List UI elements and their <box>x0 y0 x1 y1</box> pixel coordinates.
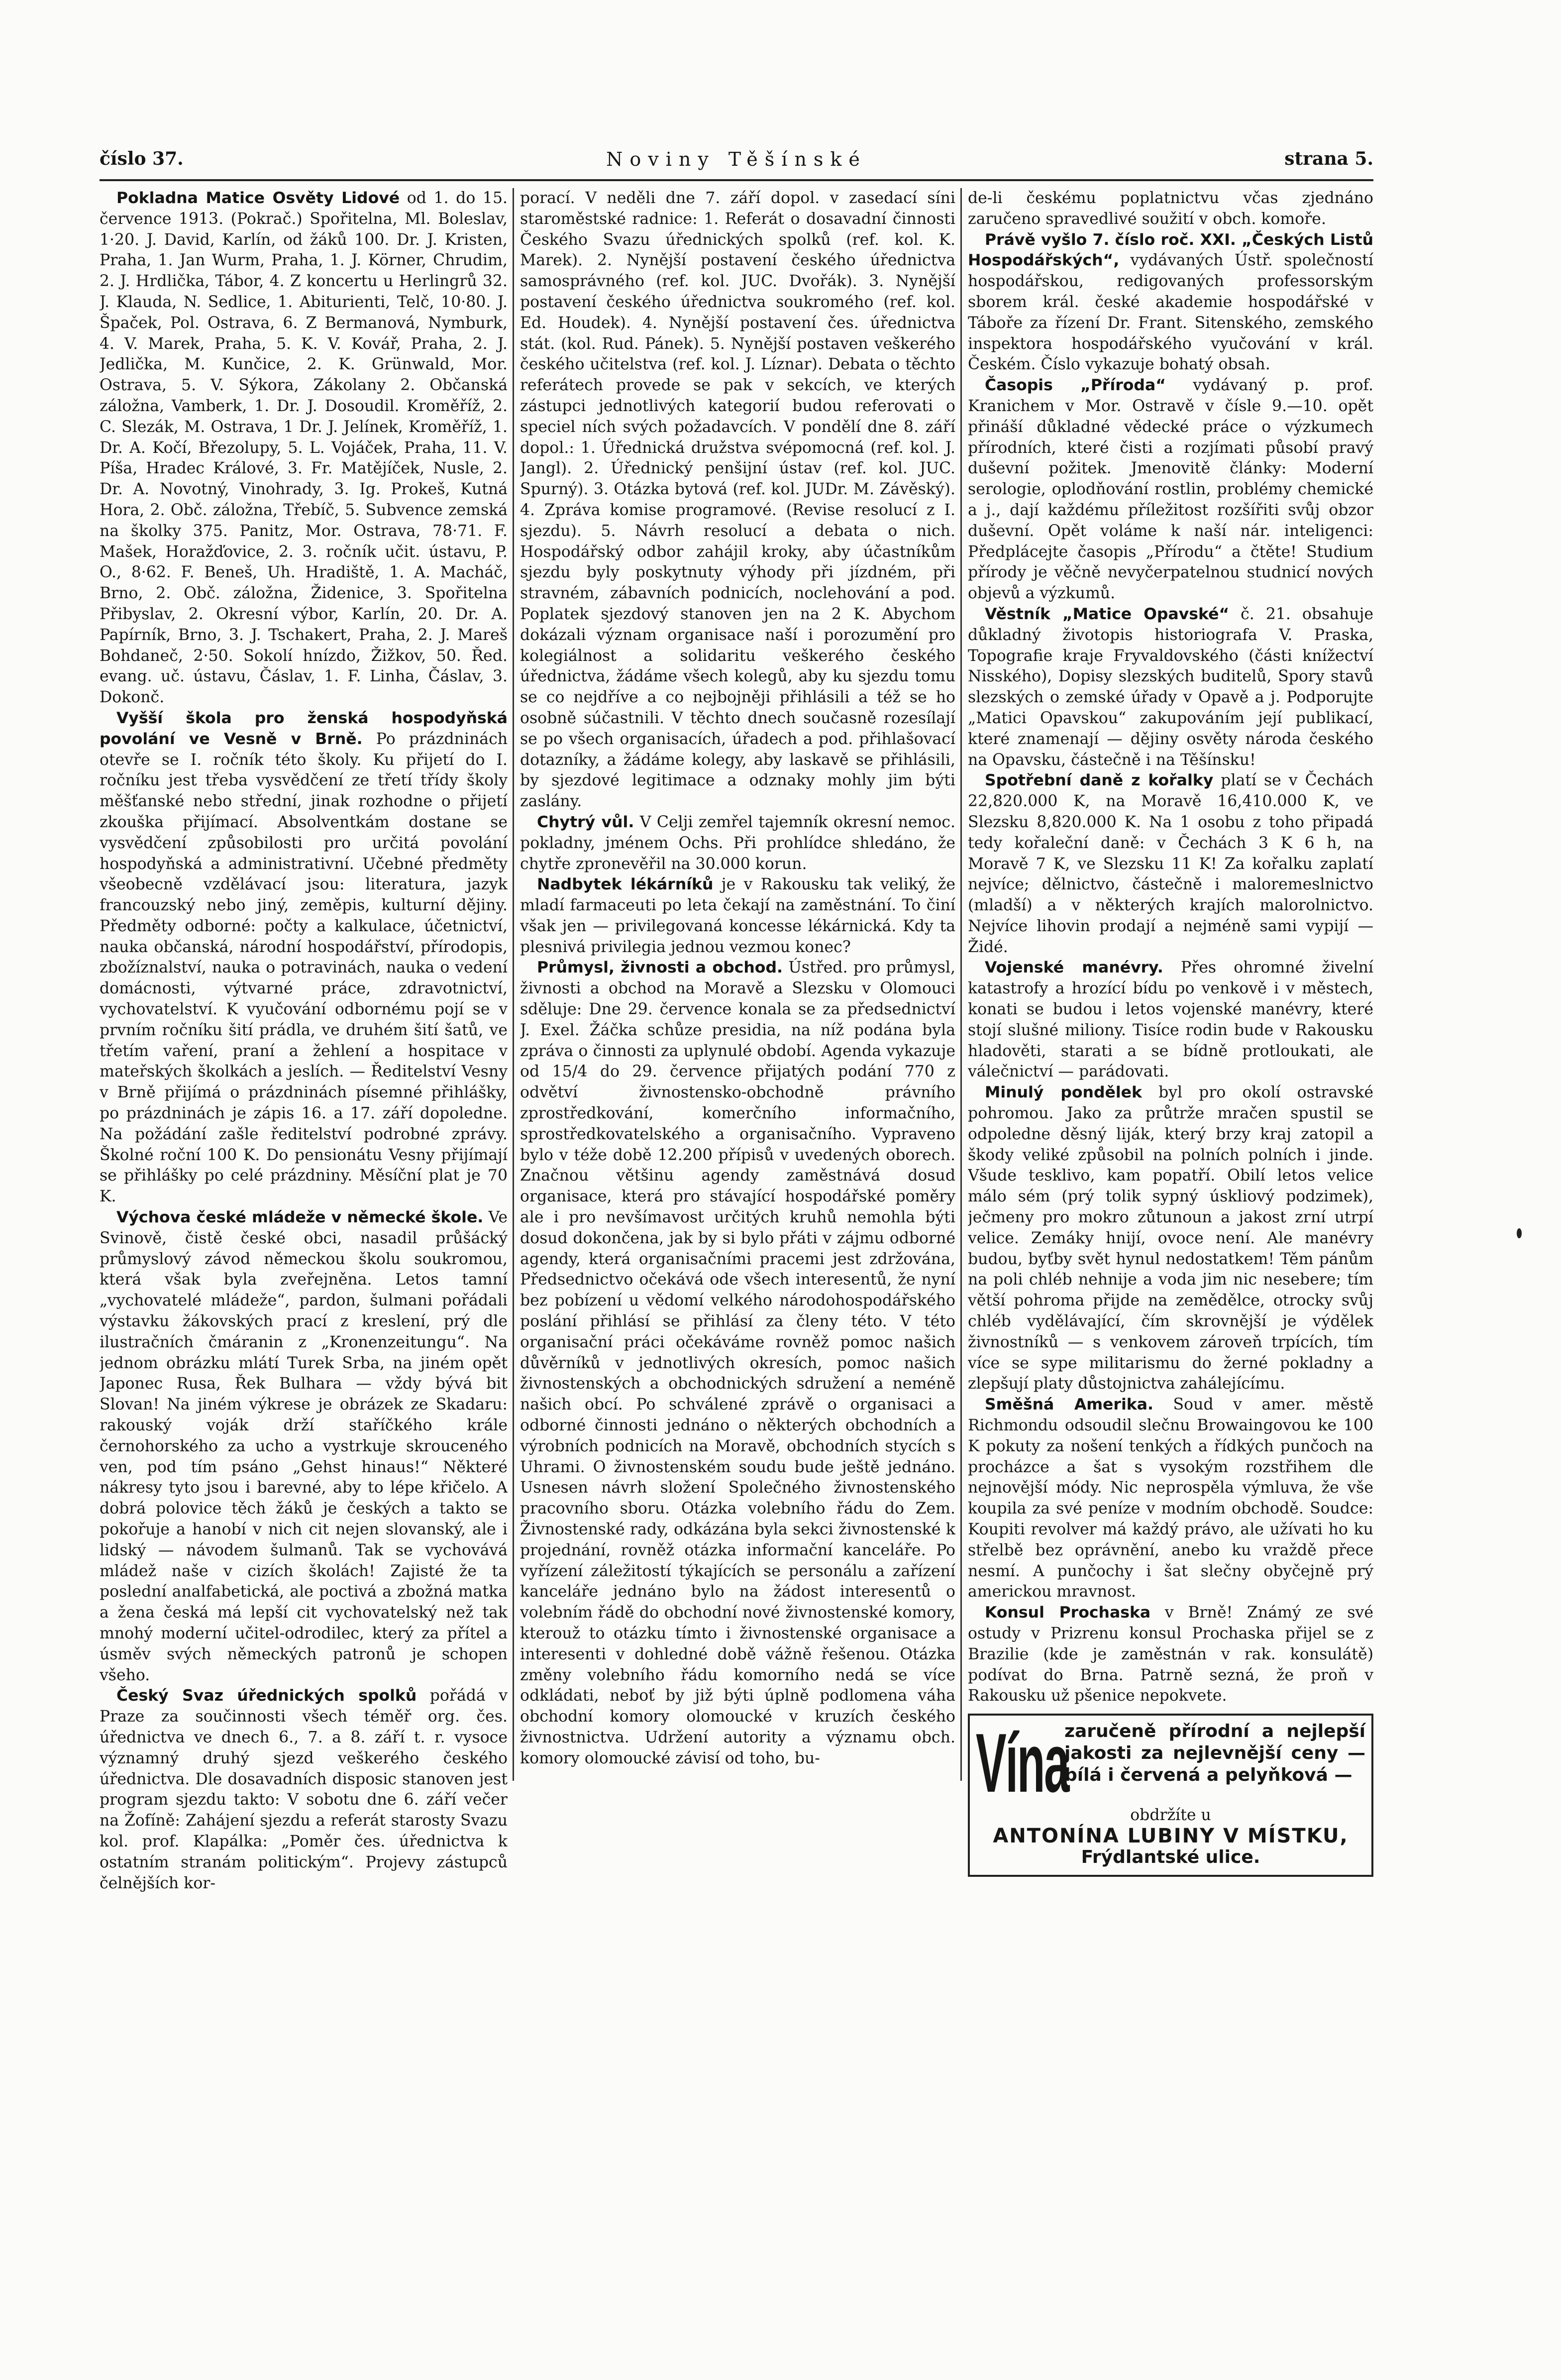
page-number: strana 5. <box>1284 148 1373 169</box>
article-paragraph <box>968 1082 1373 1395</box>
article-paragraph <box>100 188 508 708</box>
article-paragraph <box>520 874 955 958</box>
article-paragraph <box>520 188 955 812</box>
article-paragraph <box>968 1603 1373 1707</box>
article-lead: Právě vyšlo 7. číslo roč. XXI. „Českých Listů Hospodářských“, <box>968 230 1373 270</box>
article-paragraph <box>968 770 1373 958</box>
article-paragraph <box>968 188 1373 230</box>
article-lead: Výchova české mládeže v německé škole. <box>116 1208 484 1227</box>
article-lead: Chytrý vůl. <box>537 813 634 831</box>
article-text: platí se v Čechách 22,820.000 K, na Moravě 16,410.000 K, ve Slezsku 8,820.000 K. Na 1 osobu z toho připadá tedy kořaleční daně: v Čechách 3 K 6 h, na Moravě 7 K, ve Slezsku 11 K! Za kořalku zaplatí nejvíce; dělnictvo, částečně i maloremeslnictvo (mladší) a v některých krajích malorolnictvo. Nejvíce lihovin prodají a nejméně sami vypijí — Židé. <box>968 771 1373 956</box>
header-rule <box>100 179 1373 181</box>
article-text: Ústřed. pro průmysl, živnosti a obchod na Moravě a Slezsku v Olomouci sděluje: Dne 29. července konala se za předsednictví J. Exel. Žáčka schůze presidia, na níž podána byla zpráva o činnosti za uplynulé období. Agenda vykazuje od 15/4 do 29. července přijatých podání 770 z odvětví živnostensko-obchodně právního zprostředkování, komerčního informačního, sprostředkovatelského a organisačního. Vypraveno bylo v téže době 12.200 přípisů v uvedených oborech. Značnou většinu agendy zaměstnává dosud organisace, která pro stávající hospodářské poměry ale i pro nevšímavost určitých kruhů nemohla býti dosud dokončena, jak by si bylo přáti v zájmu odborné agendy, která organisačními pracemi jest zdržována, Předsednictvo očekává ode všech interesentů, že nyní bez pobízení u vědomí velkého národohospodářského poslání přihlásí se přihlásí za členy této. V této organisační práci očekáváme rovněž pomoc našich důvěrníků v jednotlivých okresích, pomoc našich živnostenských a obchodnických sdružení a neméně našich obcí. Po schválené zprávě o organisaci a odborné činnosti jednáno o některých obchodních a výrobních podnicích na Moravě, obchodních stycích s Uhrami. O živnostenském soudu bude ještě jednáno. Usnesen návrh složení Společného živnostenského pracovního sboru. Otázka volebního řádu do Zem. Živnostenské rady, odkázána byla sekci živnostenské k projednání, rovněž otázka informační kanceláře. Po vyřízení záležitostí týkajících se personálu a zařízení kanceláře jednáno bylo na žádost interesentů o volebním řádě do obchodní nové živnostenské komory, kterouž to otázku tímto i živnostenské organisace a interesenti v dohledné době vážně řešenou. Otázka změny volebního řádu komorního nedá se více odkládati, neboť by již býti úplně podlomena váha obchodní komory olomoucké v kruzích českého živnostnictva. Udržení autority a významu obch. komory olomoucké závisí od toho, bu- <box>520 959 955 1767</box>
article-lead: Směšná Amerika. <box>985 1396 1153 1414</box>
article-lead: Český Svaz úřednických spolků <box>116 1687 417 1705</box>
column-3-articles <box>968 188 1373 1707</box>
article-paragraph <box>968 604 1373 770</box>
article-paragraph <box>520 812 955 874</box>
column-3 <box>968 188 1373 2119</box>
article-lead: Spotřební daně z kořalky <box>985 771 1214 790</box>
column-1 <box>100 188 508 2119</box>
article-paragraph <box>968 375 1373 604</box>
article-lead: Konsul Prochaska <box>985 1604 1151 1622</box>
ad-obtain-text: obdržíte u <box>1130 1806 1211 1825</box>
article-paragraph <box>968 230 1373 376</box>
article-text: v Brně! Známý ze své ostudy v Prizrenu konsul Prochaska přijel se z Brazilie (kde je zaměstnán v rak. konsulátě) podívat do Brna. Patrně sezná, že proň v Rakousku už pšenice nepokvete. <box>968 1604 1373 1705</box>
newspaper-title: Noviny Těšínské <box>606 148 867 170</box>
article-lead: Minulý pondělek <box>985 1083 1142 1102</box>
ad-offer-text: zaručeně přírodní a nejlepší jakosti za nejlevnější ceny — bílá i červená a pelyňková — <box>1064 1721 1365 1786</box>
article-paragraph <box>100 708 508 1207</box>
ink-speck <box>1517 1228 1522 1238</box>
article-text: V Celji zemřel tajemník okresní nemoc. pokladny, jménem Ochs. Při prohlídce shledáno, že chytře zpronevěřil na 30.000 korun. <box>520 813 955 873</box>
article-text: vydávaný p. prof. Kranichem v Mor. Ostravě v čísle 9.—10. opět přináší důkladné vědecké práce o výzkumech přírodních, které čisti a rozjímati působí pravý duševní požitek. Jmenovitě články: Moderní serologie, oplodňování rostlin, problémy chemické a j., dají každému příležitost rozšířiti svůj obzor duševní. Opět voláme k naší nár. inteligenci: Předplácejte časopis „Přírodu“ a čtěte! Studium přírody je věčně nevyčerpatelnou studnicí nových objevů a výzkumů. <box>968 376 1373 603</box>
ad-street: Frýdlantské ulice. <box>1081 1846 1260 1867</box>
column-divider-1 <box>513 188 514 1781</box>
article-lead: Nadbytek lékárníků <box>537 875 714 894</box>
article-text: je v Rakousku tak veliký, že mladí farmaceuti po leta čekají na zaměstnání. To činí však jen — privilegovaná koncesse lékárnická. Kdy ta plesnivá privilegia jednou vezmou konec? <box>520 875 955 956</box>
article-lead: Průmysl, živnosti a obchod. <box>537 959 783 977</box>
article-text: porací. V neděli dne 7. září dopol. v zasedací síni staroměstské radnice: 1. Referát o dosavadní činnosti Českého Svazu úřednických spolků (ref. kol. K. Marek). 2. Nynější postavení českého úřednictva samosprávného (ref. kol. JUC. Dvořák). 3. Nynější postavení českého úřednictva soukromého (ref. kol. Ed. Houdek). 4. Nynější postavení čes. úřednictva stát. (kol. Rud. Pánek). 5. Nynější postaven veškerého českého učitelstva (ref. kol. J. Líznar). Debata o těchto referátech provede se pak v sekcích, ve kterých zástupci jednotlivých kategorií budou referovati o speciel ních svých požadavcích. V pondělí dne 8. září dopol.: 1. Úřednická družstva svépomocná (ref. kol. J. Jangl). 2. Úřednický penšijní ústav (ref. kol. JUC. Spurný). 3. Otázka bytová (ref. kol. JUDr. M. Závěský). 4. Zpráva komise programové. (Revise resolucí z I. sjezdu). 5. Návrh resolucí a debata o nich. Hospodářský odbor zahájil kroky, aby účastníkům sjezdu byly poskytnuty výhody při jízdném, při stravném, zábavních podnicích, noclehování a pod. Poplatek sjezdový stanoven jen na 2 K. Abychom dokázali význam organisace naší i porozumění pro kolegiálnost a solidaritu veškerého českého úřednictva, žádáme všech kolegů, aby ku sjezdu tomu se co nejdříve a co nejbojněji přihlásili a též se ho osobně súčastnili. V těchto dnech současně rozesílají se po všech organisacích, úřadech a pod. přihlašovací dotazníky, a žádáme kolegy, aby laskavě se přihlásili, by sjezdové legitimace a odznaky mohly jim býti zaslány. <box>520 189 955 811</box>
article-text: od 1. do 15. července 1913. (Pokrač.) Spořitelna, Ml. Boleslav, 1·20. J. David, Karlín, od žáků 100. Dr. J. Kristen, Praha, 1. Jan Wurm, Praha, 1. J. Körner, Chrudim, 2. J. Hrdlička, Tábor, 4. Z koncertu u Herlingrů 32. J. Klauda, N. Sedlice, 1. Abiturienti, Telč, 10·80. J. Špaček, Pol. Ostrava, 6. Z Bermanová, Nymburk, 4. V. Marek, Praha, 5. K. V. Kovář, Praha, 2. J. Jedlička, M. Kunčice, 2. K. Grünwald, Mor. Ostrava, 5. V. Sýkora, Zákolany 2. Občanská záložna, Vamberk, 1. Dr. J. Dosoudil. Kroměříž, 2. C. Slezák, M. Ostrava, 1 Dr. J. Jelínek, Kroměříž, 1. Dr. A. Kočí, Březolupy, 5. L. Vojáček, Praha, 11. V. Píša, Hradec Králové, 3. Fr. Matějíček, Nusle, 2. Dr. A. Novotný, Vinohrady, 3. Ig. Prokeš, Kutná Hora, 2. Obč. záložna, Třebíč, 5. Subvence zemská na školky 375. Panitz, Mor. Ostrava, 78·71. F. Mašek, Horažďovice, 2. 3. ročník učit. ústavu, P. O., 8·62. F. Beneš, Uh. Hradiště, 1. A. Macháč, Brno, 2. Obč. záložna, Židenice, 3. Spořitelna Přibyslav, 2. Okresní výbor, Karlín, 20. Dr. A. Papírník, Brno, 3. J. Tschakert, Praha, 2. J. Mareš Bohdaneč, 2·50. Sokolí hnízdo, Žižkov, 50. Řed. evang. uč. ústavu, Čáslav, 1. F. Linha, Čáslav, 3. Dokonč. <box>100 189 508 707</box>
article-paragraph <box>100 1207 508 1686</box>
issue-number: číslo 37. <box>100 148 184 169</box>
article-lead: Časopis „Příroda“ <box>985 376 1166 395</box>
article-paragraph <box>968 1395 1373 1603</box>
article-lead: Pokladna Matice Osvěty Lidové <box>116 189 400 207</box>
article-lead: Vyšší škola pro ženská hospodyňská povolání ve Vesně v Brně. <box>100 709 508 748</box>
article-paragraph <box>520 958 955 1769</box>
article-text: Po prázdninách otevře se I. ročník této školy. Ku přijetí do I. ročníku jest třeba vysvědčení ze třetí třídy školy měšťanské nebo střední, jinak rozhodne o přijetí zkouška přijímací. Absolventkám dostane se vysvědčení způsobilosti pro určitá povolání hospodyňská a administrativní. Učebné předměty všeobecně vzdělávací jsou: literatura, jazyk francouzský nebo jiný, zeměpis, kulturní dějiny. Předměty odborné: počty a kalkulace, účetnictví, nauka občanská, národní hospodářství, přírodopis, zbožíznalství, nauka o potravinách, nauka o vedení domácnosti, výtvarné práce, zdravotnictví, vychovatelství. K vyučování odbornému pojí se v prvním ročníku šití prádla, ve druhém šití šatů, ve třetím vaření, praní a žehlení a hospitace v mateřských školkách a jeslích. — Ředitelství Vesny v Brně přijímá o prázdninách písemné přihlášky, po prázdninách je zápis 16. a 17. září dopoledne. Na požádání zašle ředitelství podrobné zprávy. Školné roční 100 K. Do pensionátu Vesny přijímají se přihlášky po celé prázdniny. Měsíční plat je 70 K. <box>100 730 508 1206</box>
article-text: pořádá v Praze za součinnosti všech téměř org. čes. úřednictva ve dnech 6., 7. a 8. září t. r. vysoce významný druhý sjezd veškerého českého úřednictva. Dle dosavadních disposic stanoven jest program sjezdu takto: V sobotu dne 6. září večer na Žofíně: Zahájení sjezdu a referát starosty Svazu kol. prof. Klapálka: „Poměr čes. úřednictva k ostatním stranám politickým“. Projevy zástupců čelnějších kor- <box>100 1687 508 1892</box>
article-text: byl pro okolí ostravské pohromou. Jako za průtrže mračen spustil se odpoledne děsný liják, který brzy kraj zatopil a škody veliké způsobil na polních polních i jinde. Všude tesklivo, kam popatří. Obilí letos velice málo sém (prý tolik sypný úskliový podzimek), ječmeny pro mokro zůtunoun a jakost zrní utrpí velice. Zemáky hnijí, ovoce není. Ale manévry budou, byťby svět hynul nedostatkem! Těm pánům na poli chléb nehnije a voda jim nic nesebere; tím větší pohroma přijde na zemědělce, otrocky svůj chléb vydělávající, čím skrovnější je výdělek živnostníků — s venkovem zároveň trpících, tím více se sype militarismu do žerné pokladny a zlepšují platy důstojnictva zahálejícímu. <box>968 1083 1373 1393</box>
column-2 <box>520 188 955 2119</box>
article-text: vydávaných Ústř. společností hospodářskou, redigovaných professorským sborem král. české akademie hospodářské v Táboře za řízení Dr. Frant. Sitenského, zemského inspektora hospodářského vyučování v král. Českém. Číslo vykazuje bohatý obsah. <box>968 251 1373 374</box>
column-divider-2 <box>960 188 962 1781</box>
page-header <box>100 148 1373 173</box>
ad-headline: Vína <box>976 1716 1069 1810</box>
article-text: Přes ohromné živelní katastrofy a hrozící bídu po venkově i v městech, konati se budou i letos vojenské manévry, které stojí slušné miliony. Tisíce rodin bude v Rakousku hladověti, starati a se bídně protloukati, ale válečnictví — parádovati. <box>968 959 1373 1081</box>
ad-shop-name: ANTONÍNA LUBINY V MÍSTKU, <box>993 1824 1349 1847</box>
wine-advertisement <box>968 1714 1373 1876</box>
article-paragraph <box>100 1686 508 1894</box>
article-lead: Věstník „Matice Opavské“ <box>985 605 1230 623</box>
article-text: č. 21. obsahuje důkladný životopis historiografa V. Praska, Topografie kraje Fryvaldovského (části knížectví Nisského), Dopisy slezských buditelů, Spory stavů slezských o zemské úřady v Opavě a j. Podporujte „Matici Opavskou“ zakupováním její publikací, které znamenají — dějiny osvěty národa českého na Opavsku, částečně i na Těšínsku! <box>968 605 1373 769</box>
article-text: Soud v amer. městě Richmondu odsoudil slečnu Browaingovou ke 100 K pokuty za nošení tenkých a řídkých punčoch na procházce a šat s vysokým rozstřihem dle nejnovější módy. Nic neprospěla výmluva, že vše koupila za své peníze v modním obchodě. Soudce: Koupiti revolver má každý právo, ale užívati ho ku střelbě bez oprávnění, anebo ku vraždě přece nesmí. A punčochy i šat slečny obyčejně prý americkou mravnost. <box>968 1396 1373 1601</box>
article-text: Ve Svinově, čistě české obci, nasadil průšácký průmyslový závod německou školu soukromou, která však byla zveřejněna. Letos tamní „vychovatelé mládeže“, pardon, šulmani pořádali výstavku žákovských prací z kreslení, prý dle ilustračních čmáranin z „Kronenzeitungu“. Na jednom obrázku mlátí Turek Srba, na jiném opět Japonec Rusa, Řek Bulhara — vždy bývá bit Slovan! Na jiném výkrese je obrázek ze Skadaru: rakouský voják drží staříčkého krále černohorského za ucho a vystrkuje skrouceného ven, pod tím psáno „Gehst hinaus!“ Některé nákresy tyto jsou i barevné, aby to lépe křičelo. A dobrá polovice těch žáků je českých a takto se pokořuje a hanobí v nich cit nejen slovanský, ale i lidský — návodem šulmanů. Tak se vychovává mládež naše v cizích školách! Zajisté že ta poslední analfabetická, ale poctivá a zbožná matka a žena česká má lepší cit vychovatelský než tak mnohý moderní učitel-odrodilec, který za přítel a úsměv svých německých patronů je schopen všeho. <box>100 1208 508 1684</box>
article-text: de-li českému poplatnictvu včas zjednáno zaručeno spravedlivé soužití v obch. komoře. <box>968 189 1373 228</box>
article-lead: Vojenské manévry. <box>985 959 1163 977</box>
article-paragraph <box>968 958 1373 1082</box>
